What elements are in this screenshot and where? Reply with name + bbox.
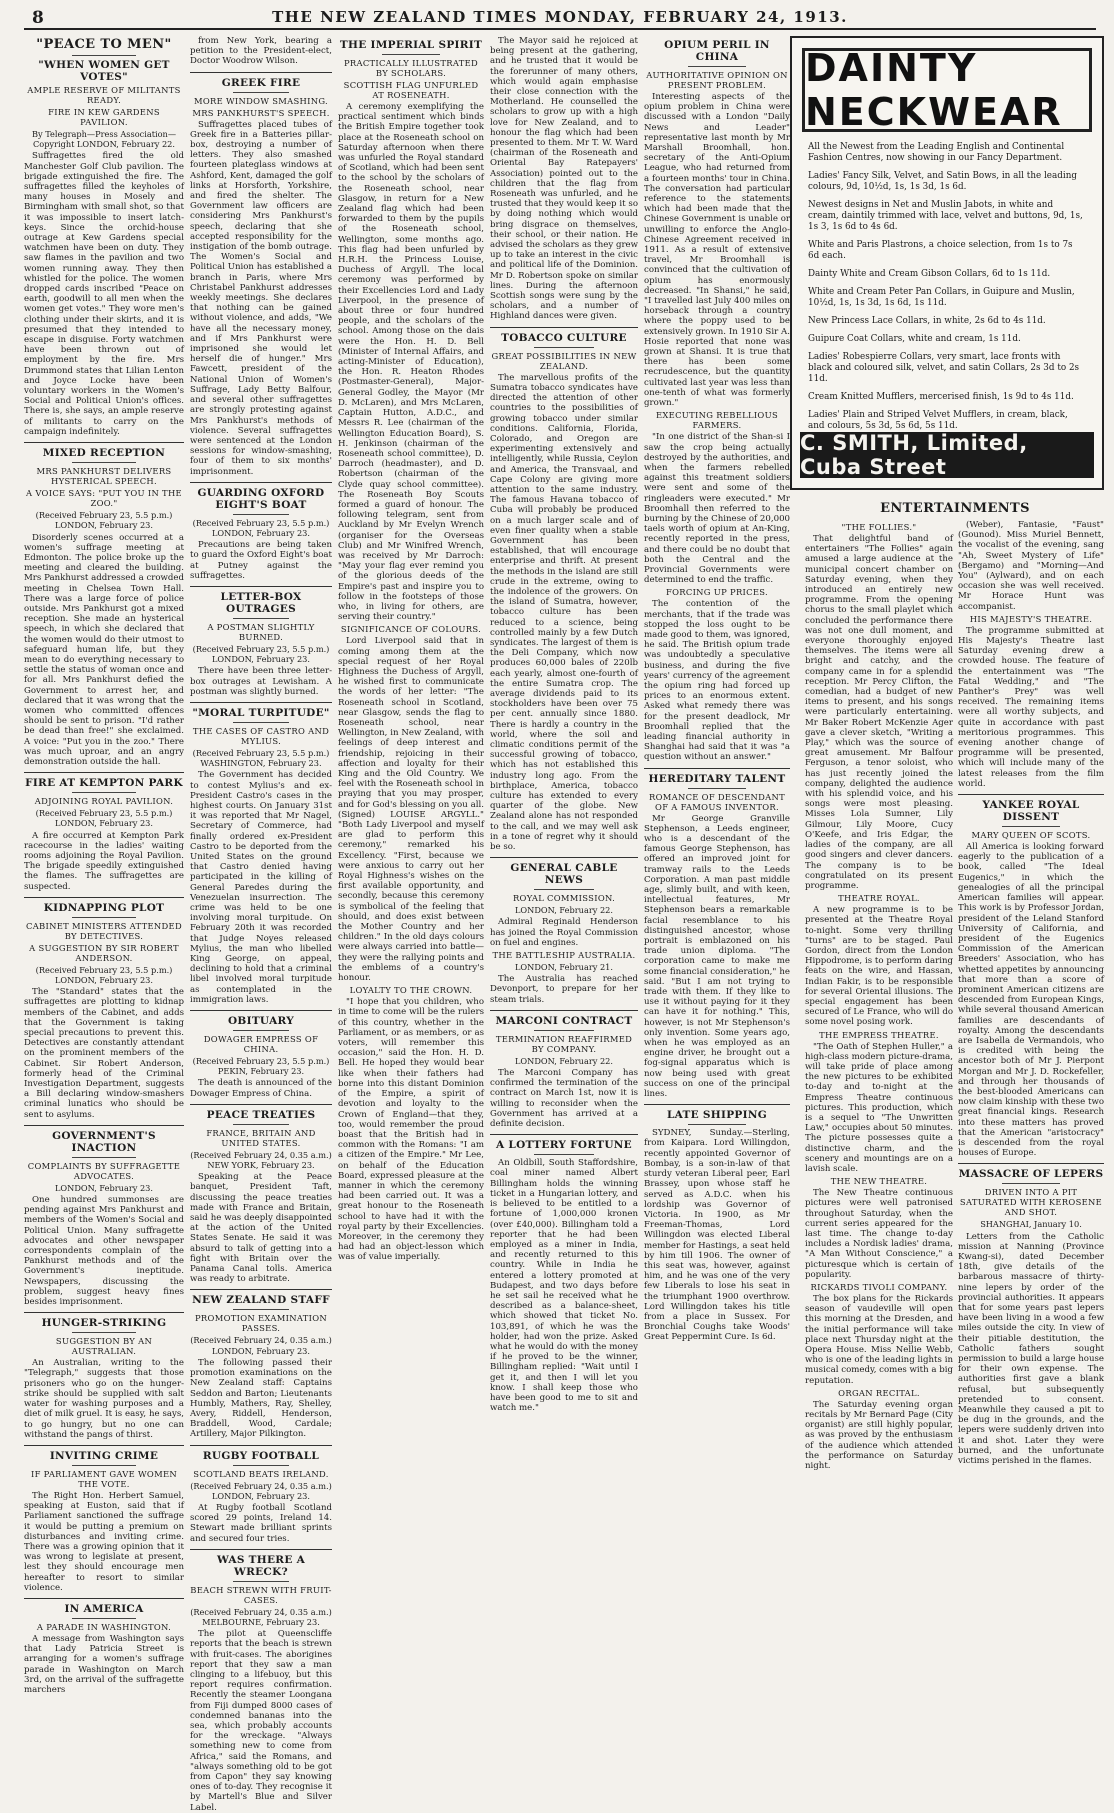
- article-mixed-reception: [24, 447, 184, 767]
- article-text: Suffragettes fired the old Manchester Golf Club pavilion. The brigade extinguished the fire. The suffragettes filled the keyholes of many houses in Mosely and Birmingham with small shot, so that it was impossible to insert latch-keys. Since the orchid-house outrage at Kew Gardens special watchmen have been on duty. They saw flames in the pavilion and two women running away. They then whistled for the police. The women dropped cards inscribed "Peace on earth, goodwill to all men when the women get votes." They wore men's clothing under their skirts, and it is presumed that they intended to escape in disguise. Forty watchmen have been thrown out of employment by the fire. Mrs Drummond states that Lilian Lenton and Joyce Locke have been voluntary workers in the Women's Social and Political Union's offices. There is, she says, an ample reserve of militants to carry on the campaign indefinitely.: [24, 151, 184, 437]
- article-nz-staff: [190, 1294, 332, 1439]
- dateline: (Received February 24, 0.35 a.m.) LONDON, February 23.: [190, 1335, 332, 1356]
- dateline: By Telegraph—Press Association—Copyright LONDON, February 22.: [31, 129, 177, 150]
- dateline: LONDON, February 22.: [515, 905, 613, 916]
- subheadline: A SUGGESTION BY SIR ROBERT ANDERSON.: [29, 942, 179, 963]
- headline: MASSACRE OF LEPERS: [958, 1168, 1104, 1181]
- dateline: (Received February 23, 5.5 p.m.) WASHINGTON, February 23.: [192, 747, 330, 769]
- article-text: The death is announced of the Dowager Empress of China.: [190, 1078, 332, 1099]
- ad-shop-banner: C. SMITH, Limited, Cuba Street: [800, 432, 1094, 478]
- article-text: "In one district of the Shan-si I saw the crop being actually destroyed by the authorities, and when the farmers rebelled against this treatment soldiers were sent and some of the ringleaders were executed." Mr Broomhall then referred to the burning by the Chinese of 20,000 taels worth of opium at An-King, recently reported in the press, and there could be no doubt that both the Central and the Provincial Governments were determined to end the traffic.: [644, 432, 790, 586]
- column-1: [24, 36, 184, 1695]
- subheadline: AMPLE RESERVE OF MILITANTS READY.: [27, 85, 181, 105]
- article-text: "I hope that you children, who in time to come will be the rulers of this country, whether in the Parliament, or as members, or as voters, will remember this occasion," said the Hon. H. D. Bell. He hoped they would bear like when their fathers had borne into this distant Dominion of the Empire, a spirit of devotion and loyalty to the Crown of England—that they, too, would remember the proud boast that the British had in common with the Romans: "I am a citizen of the Empire." Mr Lee, on behalf of the Education Board, expressed pleasure at the manner in which the ceremony had been carried out. It was a great honour to the Roseneath school to have had it with the royal party by their Excellencies. Moreover, in the ceremony they had had an object-lesson which was of value imperially.: [338, 997, 484, 1263]
- subheadline: GREAT POSSIBILITIES IN NEW ZEALAND.: [491, 350, 637, 371]
- article-text: That delightful band of entertainers "The Follies" again amused a large audience at the municipal concert chamber on Saturday evening, when they introduced an entirely new programme. From the opening chorus to the small playlet which concluded the performance there was not one dull moment, and everyone thoroughly enjoyed themselves. The items were all bright and catchy, and the company came in for a splendid reception. Mr Percy Clifton, the comedian, had a budget of new items to present, and his songs were particularly entertaining. Mr Baker Robert McKenzie Ager gave a clever sketch, "Writing a Play," which was the source of great amusement. Mr Balfour Ferguson, a tenor soloist, who has just recently joined the company, delighted the audience with his splendid voice, and his songs were most pleasing. Misses Lola Sumner, Lily Gilmour, Lily Moore, Cucy O'Keefe, and Iris Edgar, the ladies of the company, are all good singers and clever dancers. The company is to be congratulated on its present programme.: [805, 534, 953, 891]
- ad-item: White and Paris Plastrons, a choice selection, from 1s to 7s 6d each.: [808, 240, 1073, 261]
- headline: GENERAL CABLE NEWS: [510, 862, 618, 887]
- article-text: Precautions are being taken to guard the Oxford Eight's boat at Putney against the suffragettes.: [190, 540, 332, 581]
- ad-item: New Princess Lace Collars, in white, 2s 6d to 4s 11d.: [808, 316, 1046, 326]
- subheadline: THEATRE ROYAL.: [838, 893, 920, 904]
- article-imperial-spirit-continued: [490, 36, 638, 322]
- article-text: A message from Washington says that Lady Patricia Street is arranging for a women's suffrage parade in Washington on March 3rd, on the arrival of the suffragette marchers: [24, 1633, 184, 1695]
- article-text: (Weber), Fantasie, "Faust" (Gounod). Miss Muriel Bennett, the vocalist of the evening, sang "Ah, Sweet Mystery of Life" (Bergamo) and "Morning—And You" (Aylward), and on each occasion she was well received. Mr Horace Hunt was accompanist.: [958, 520, 1104, 612]
- ad-brand-title: DAINTY NECKWEAR: [802, 48, 1092, 132]
- article-government-inaction: [24, 1130, 184, 1307]
- subheadline: BEACH STREWN WITH FRUIT-CASES.: [190, 1584, 332, 1605]
- article-in-america: [24, 1603, 184, 1695]
- article-text: A fire occurred at Kempton Park racecourse in the ladies' waiting rooms adjoining the Royal Pavilion. The brigade speedily extinguished the flames. The suffragettes are suspected.: [24, 830, 184, 892]
- dateline: (Received February 23, 5.5 p.m.) LONDON, February 23.: [192, 517, 330, 538]
- subheadline: A PARADE IN WASHINGTON.: [36, 1621, 172, 1632]
- article-kempton-park: [24, 777, 184, 892]
- article-opium-peril: [644, 39, 790, 763]
- subheadline: FRANCE, BRITAIN AND UNITED STATES.: [206, 1127, 316, 1148]
- subheadline: FIRE IN KEW GARDENS PAVILION.: [48, 107, 160, 127]
- article-wreck: [190, 1554, 332, 1813]
- article-tobacco-culture: [490, 332, 638, 853]
- subheadline: A VOICE SAYS: "PUT YOU IN THE ZOO.": [26, 488, 182, 509]
- subheadline: PRACTICALLY ILLUSTRATED BY SCHOLARS.: [343, 58, 479, 78]
- article-peace-treaties: [190, 1109, 332, 1285]
- article-text: "The Oath of Stephen Huller," a high-class modern picture-drama, will take pride of place among the new pictures to be exhibited to-day and to-night at the Empress Theatre continuous pictures. This production, which is a sequel to "The Unwritten Law," occupies about 50 minutes. The picture possesses quite a distinctive charm, and the scenery and mountings are on a lavish scale.: [805, 1041, 953, 1174]
- article-entertainments: [805, 522, 953, 1471]
- article-entertainments-continued: [958, 520, 1104, 789]
- article-moral-turpitude: [190, 707, 332, 1005]
- subheadline: ROMANCE OF DESCENDANT OF A FAMOUS INVENTOR.: [648, 791, 786, 812]
- subheadline: DRIVEN INTO A PIT SATURATED WITH KEROSENE AND SHOT.: [959, 1187, 1103, 1218]
- subheadline: DOWAGER EMPRESS OF CHINA.: [203, 1034, 319, 1055]
- section-heading: LOYALTY TO THE CROWN.: [349, 985, 473, 996]
- dateline: (Received February 23, 5.5 p.m.) LONDON, February 23.: [35, 808, 173, 829]
- column-7: [958, 520, 1104, 1475]
- headline: RUGBY FOOTBALL: [202, 1449, 320, 1462]
- headline: IN AMERICA: [64, 1602, 144, 1615]
- article-text: Admiral Reginald Henderson has joined the Royal Commission on fuel and engines.: [490, 917, 638, 948]
- subheadline: SCOTTISH FLAG UNFURLED AT ROSENEATH.: [343, 80, 479, 100]
- article-text: The pilot at Queenscliffe reports that the beach is strewn with fruit-cases. The aborigines report that they saw a man clinging to a lifebuoy, but this report requires confirmation. Recently the steamer Loongana from Fiji dumped 8000 cases of condemned bananas into the sea, which probably accounts for the wreckage. "Always something new to come from Africa," said the Romans, and "always something old to be got from Capon" they say knowing ones of to-day. They recognise it by Martell's Blue and Silver Label.: [190, 1629, 332, 1813]
- article-text: The Saturday evening organ recitals by Mr Bernard Page (City organist) are still highly popular, as was proved by the enthusiasm of the audience which attended the performance on Saturday night.: [805, 1399, 953, 1472]
- column-3: [338, 36, 484, 1471]
- article-text: All America is looking forward eagerly to the publication of a book, called "The Ideal Eugenics," in which the genealogies of all the principal American families will appear. This work is by Professor Jordan, president of the Leland Stanford University of California, and president of the Eugenics Commission of the American Breeders' Association, who has whetted appetites by announcing that more than a score of prominent American citizens are descended from European Kings, while several thousand American families are descendants of royalty. Among the descendants are Isabella de Vermandois, who is credited with being the ancestor both of Mr J. Pierpont Morgan and Mr J. D. Rockefeller, and through her thousands of the best-blooded Americans can now claim kinship with these two great financial kings. Research into these matters has proved that the American "aristocracy" is descended from the royal houses of Europe.: [958, 842, 1104, 1159]
- subheadline: SCOTLAND BEATS IRELAND.: [193, 1468, 329, 1479]
- article-text: The Marconi Company has confirmed the termination of the contract on March 1st, now it is willing to reconsider when the Government has arrived at a definite decision.: [490, 1068, 638, 1130]
- subheadline: ROYAL COMMISSION.: [512, 893, 616, 904]
- headline: PEACE TREATIES: [206, 1108, 316, 1121]
- subheadline: ADJOINING ROYAL PAVILION.: [34, 796, 174, 807]
- article-text: from New York, bearing a petition to the President-elect, Doctor Woodrow Wilson.: [190, 36, 332, 67]
- ad-item: Ladies' Robespierre Collars, very smart, lace fronts with black and coloured silk, velvet, and satin Collars, 2s 3d to 2s 11d.: [808, 352, 1080, 384]
- headline: MIXED RECEPTION: [42, 447, 166, 460]
- dateline: (Received February 23, 5.5 p.m.) LONDON, February 23.: [192, 643, 330, 665]
- ad-item-list: [792, 138, 1102, 443]
- dateline: (Received February 24, 0.35 a.m.) NEW YORK, February 23.: [190, 1149, 332, 1171]
- headline: WAS THERE A WRECK?: [216, 1553, 306, 1578]
- ad-item: Dainty White and Cream Gibson Collars, 6d to 1s 11d.: [808, 269, 1051, 279]
- headline: GUARDING OXFORD EIGHT'S BOAT: [197, 486, 325, 511]
- subheadline: THE EMPRESS THEATRE.: [819, 1029, 939, 1040]
- article-hereditary-talent: [644, 773, 790, 1100]
- subheadline: AUTHORITATIVE OPINION ON PRESENT PROBLEM.: [646, 70, 788, 90]
- headline: GOVERNMENT'S INACTION: [52, 1129, 156, 1154]
- headline: GREEK FIRE: [221, 76, 301, 89]
- headline: NEW ZEALAND STAFF: [192, 1294, 330, 1307]
- column-4: [490, 36, 638, 1471]
- dateline: (Received February 24, 0.35 a.m.) LONDON, February 23.: [190, 1480, 332, 1501]
- dateline: LONDON, February 22.: [515, 1055, 613, 1066]
- headline: ENTERTAINMENTS: [880, 501, 1030, 516]
- dateline: LONDON, February 23.: [55, 1182, 153, 1193]
- article-letter-box: [190, 591, 332, 697]
- article-text: The programme submitted at His Majesty's Theatre last Saturday evening drew a crowded house. The feature of the entertainment was "The Fatal Wedding," and "The Panther's Prey" was well received. The remaining items were all worthy subjects, and quite in accordance with past meritorious programmes. This evening another change of programme will be presented, which will include many of the latest releases from the film world.: [958, 625, 1104, 789]
- subheadline: THE BATTLESHIP AUSTRALIA.: [492, 950, 636, 961]
- article-massacre-of-lepers: [958, 1168, 1104, 1466]
- article-lottery-fortune: [490, 1139, 638, 1413]
- subheadline: THE NEW THEATRE.: [830, 1176, 928, 1187]
- headline: FIRE AT KEMPTON PARK: [25, 777, 183, 790]
- headline: LATE SHIPPING: [666, 1109, 767, 1122]
- article-text: The contention of the merchants, that if the trade was stopped the loss ought to be made good to them, was ignored, he said. The British opium trade was undoubtedly a speculative business, and during the five years' currency of the agreement the opium ring had forced up prices to an enormous extent. Asked what remedy there was for the present deadlock, Mr Broomhall replied that the leading financial authority in Shanghai had said that it was "a question without an answer.": [644, 599, 790, 763]
- article-text: SYDNEY, Sunday.—Sterling, from Kaipara. Lord Willingdon, recently appointed Governor of Bombay, is a son-in-law of that sturdy veteran Liberal peer, Earl Brassey, upon whose staff he served as A.D.C. when his lordship was Governor of Victoria. In 1900, as Mr Freeman-Thomas, Lord Willingdon was elected Liberal member for Hastings, a seat held by him till 1906. The owner of this seat was, however, against him, and he was one of the very few Liberals to lose his seat in the triumphant 1900 overthrow. Lord Willingdon takes his title from a place in Sussex. For Bronchial Coughs take Woods' Great Peppermint Cure. Is 6d.: [644, 1128, 790, 1343]
- article-text: The following passed their promotion examinations on the New Zealand staff: Captains Seddon and Barton; Lieutenants Humbly, Mathers, Ray, Shelley, Avery, Riddell, Henderson, Braddell, Wood, Cardale; Artillery, Major Pilkington.: [190, 1357, 332, 1440]
- article-text: A ceremony exemplifying the practical sentiment which binds the British Empire together took place at the Roseneath school on Saturday afternoon when there was unfurled the Royal standard of Scotland, which had been sent to the school by the scholars of the Roseneath school, near Glasgow, in return for a New Zealand flag which had been forwarded to them by the pupils of the Roseneath school, Wellington, some months ago. This flag had been unfurled by H.R.H. the Princess Louise, Duchess of Argyll. The local ceremony was performed by their Excellencies Lord and Lady Liverpool, in the presence of about three or four hundred people, and the scholars of the school. Among those on the dais were the Hon. H. D. Bell (Minister of Internal Affairs, and acting-Minister of Education), the Hon. R. Heaton Rhodes (Postmaster-General), Major-General Godley, the Mayor (Mr D. McLaren), and Mrs McLaren, Captain Hutton, A.D.C., and Messrs R. Lee (chairman of the Wellington Education Board), S. H. Jenkinson (chairman of the Roseneath school committee), D. Darroch (headmaster), and D. Robertson (chairman of the Clyde quay school committee). The Roseneath Boy Scouts formed a guard of honour. The following telegram, sent from Auckland by Mr Evelyn Wrench (organiser for the Overseas Club) and Mr Winifred Wrench, was received by Mr Darroch: "May your flag ever remind you of the glorious deeds of the Empire's past and inspire you to follow in the footsteps of those who, in living for others, are serving their country.": [338, 102, 484, 623]
- masthead: [24, 8, 1096, 30]
- ad-item: White and Cream Peter Pan Collars, in Guipure and Muslin, 10½d, 1s, 1s 3d, 1s 6d, 1s 11d.: [808, 287, 1075, 308]
- subheadline: HIS MAJESTY'S THEATRE.: [969, 613, 1093, 624]
- article-greek-fire: [190, 77, 332, 477]
- article-general-cable-news: [490, 862, 638, 1005]
- ad-item: Ladies' Plain and Striped Velvet Mufflers, in cream, black, and colours, 5s 3d, 5s 6d, 5s 11d.: [808, 410, 1068, 431]
- subheadline: MARY QUEEN OF SCOTS.: [971, 830, 1091, 841]
- article-text: An Oldbill, South Staffordshire, coal miner named Albert Billingham holds the winning ticket in a Hungarian lottery, and is believed to be entitled to a fortune of 1,000,000 kronen (over £40,000). Billingham told a reporter that he had been employed as a miner in India, and recently returned to this country. While in India he entered a lottery promoted at Budapest, and two days before he set sail he received what he described as a balance-sheet, which showed that ticket No. 103,891, of which he was the holder, had won the prize. Asked what he would do with the money if he proved to be the winner, Billingham replied: "Wait until I get it, and then I will let you know. I shall keep those who have been good to me to sit and watch me.": [490, 1158, 638, 1414]
- ad-item: Ladies' Fancy Silk, Velvet, and Satin Bows, in all the leading colours, 9d, 10½d, 1s, 1s 3d, 1s 6d.: [808, 171, 1077, 192]
- article-text: Disorderly scenes occurred at a women's suffrage meeting at Edmonton. The police broke up the meeting and cleared the building. Mrs Pankhurst addressed a crowded meeting in Chelsea Town Hall. There was a large force of police outside. Mrs Pankhurst got a mixed reception. She made an hysterical speech, in which she declared that the women would do their utmost to safeguard human life, but they mean to do everything necessary to settle the status of woman once and for all. Mrs Pankhurst defied the Government to arrest her, and declared that it was wrong that the women who committed offences should be sent to prison. "I'd rather be dead than free!" she exclaimed. A voice: "Put you in the zoo." There was much uproar, and an angry demonstration outside the hall.: [24, 532, 184, 767]
- column-6: [805, 520, 953, 1475]
- dateline: (Received February 24, 0.35 a.m.) MELBOURNE, February 23.: [190, 1606, 332, 1627]
- article-text: The New Theatre continuous pictures were well patronised throughout Saturday, when the current series appeared for the last time. The change to-day includes a Nordisk ladies' drama, "A Man Without Conscience," a picturesque which is certain of popularity.: [805, 1188, 953, 1280]
- article-yankee-royal-dissent: [958, 799, 1104, 1158]
- headline: OBITUARY: [227, 1015, 295, 1028]
- subheadline: IF PARLIAMENT GAVE WOMEN THE VOTE.: [30, 1468, 178, 1489]
- headline: TOBACCO CULTURE: [501, 331, 627, 344]
- article-in-america-continued: [190, 36, 332, 67]
- article-text: The Government has decided to contest Mylius's and ex-President Castro's cases in the highest courts. On January 31st it was reported that Mr Nagel, Secretary of Commerce, had finally ordered ex-President Castro to be deported from the United States on the ground that Castro denied having participated in the killing of General Paredes during the Venezuelan insurrection. The crime was held to be one involving moral turpitude. On February 20th it was recorded that Judge Noyes released Mylius, the man who libelled King George, on appeal, declining to hold that a criminal libel involved moral turpitude as contemplated in the immigration laws.: [190, 770, 332, 1005]
- subheadline: "THE FOLLIES.": [841, 522, 917, 532]
- article-text: Mr George Granville Stephenson, a Leeds engineer, who is a descendant of the famous George Stephenson, has offered an improved joint for tramway rails to the Leeds Corporation. A man past middle age, slimly built, and with keen, intellectual features, Mr Stephenson bears a remarkable facial resemblance to his distinguished ancestor, whose portrait is emblazoned on his trade union diploma. "The corporation came to make me some financial consideration," he said. "But I am not trying to trade with them. If they like to use it without paying for it they can have it for nothing." This, however, is not Mr Stephenson's only invention. Some years ago, when he was employed as an engine driver, he brought out a fog-signal apparatus which is now being used with great success on one of the principal lines.: [644, 813, 790, 1100]
- article-rugby: [190, 1450, 332, 1544]
- headline: KIDNAPPING PLOT: [43, 901, 165, 914]
- article-text: The Australia has reached Devonport, to prepare for her steam trials.: [490, 974, 638, 1005]
- headline: HEREDITARY TALENT: [648, 772, 786, 785]
- dateline: SHANGHAI, January 10.: [980, 1219, 1082, 1230]
- ad-item: Cream Knitted Mufflers, mercerised finish, 1s 9d to 4s 11d.: [808, 392, 1074, 402]
- subheadline: CABINET MINISTERS ATTENDED BY DETECTIVES.: [26, 920, 182, 941]
- section-heading: EXECUTING REBELLIOUS FARMERS.: [655, 410, 778, 431]
- article-text: The box plans for the Rickards season of vaudeville will open this morning at the Dresden, and the initial performance will take place next Thursday night at the Opera House. Miss Nellie Webb, who is one of the leading lights in musical comedy, comes with a big reputation.: [805, 1294, 953, 1386]
- subheadline: MORE WINDOW SMASHING.: [193, 95, 328, 106]
- newspaper-title: THE NEW ZEALAND TIMES MONDAY, FEBRUARY 24, 1913.: [272, 8, 848, 26]
- article-text: There have been three letter-box outrages at Lewisham. A postman was slightly burned.: [190, 666, 332, 697]
- article-text: An Australian, writing to the "Telegraph," suggests that those prisoners who go on the hunger-strike should be supplied with salt water for washing purposes and a diet of milk gruel. It is easy, he says, to go hungry, but no one can withstand the pangs of thirst.: [24, 1358, 184, 1440]
- article-inviting-crime: [24, 1450, 184, 1593]
- subheadline: TERMINATION REAFFIRMED BY COMPANY.: [495, 1033, 633, 1054]
- article-imperial-spirit: [338, 39, 484, 1263]
- article-text: Interesting aspects of the opium problem in China were discussed with a London "Daily News and Leader" representative last month by Mr Marshall Broomhall, hon. secretary of the Anti-Opium League, who had returned from a fourteen months' tour in China. The conversation had particular reference to the statements which had been made that the Chinese Government is unable or unwilling to enforce the Anglo-Chinese Agreement received in 1911. As a result of extensive travel, Mr Broomhall is convinced that the cultivation of opium has enormously decreased. "In Shansi," he said, "I travelled last July 400 miles on horseback through a country where the poppy used to be extensively grown. In 1910 Sir A. Hosie reported that none was grown at Shansi. It is true that there has been some recrudescence, but the quantity cultivated last year was less than one-tenth of what was formerly grown.": [644, 92, 790, 409]
- headline: INVITING CRIME: [49, 1449, 159, 1462]
- subheadline: SUGGESTION BY AN AUSTRALIAN.: [55, 1336, 153, 1357]
- article-text: One hundred summonses are pending against Mrs Pankhurst and members of the Women's Social and Political Union. Many suffragette advocates and other newspaper correspondents complain of the Pankhurst methods and of the Government's ineptitude. Newspapers, discussing the problem, suggest heavy fines besides imprisonment.: [24, 1195, 184, 1308]
- subheadline: A POSTMAN SLIGHTLY BURNED.: [207, 621, 315, 642]
- headline: "PEACE TO MEN": [36, 37, 172, 52]
- ad-item: Newest designs in Net and Muslin Jabots, in white and cream, daintily trimmed with lace, velvet and buttons, 9d, 1s, 1s 3, 1s 6d to 4s 6d.: [808, 200, 1083, 232]
- advertisement-dainty-neckwear: [790, 36, 1104, 490]
- page-number: 8: [32, 8, 44, 28]
- subheadline: MRS PANKHURST DELIVERS HYSTERICAL SPEECH.: [36, 466, 172, 487]
- headline: A LOTTERY FORTUNE: [496, 1139, 632, 1152]
- headline: YANKEE ROYAL DISSENT: [982, 799, 1080, 824]
- subheadline: COMPLAINTS BY SUFFRAGETTE ADVOCATES.: [27, 1160, 181, 1181]
- headline: THE IMPERIAL SPIRIT: [339, 39, 483, 51]
- subheadline: PROMOTION EXAMINATION PASSES.: [194, 1313, 327, 1334]
- ad-item: Guipure Coat Collars, white and cream, 1s 11d.: [808, 334, 1021, 344]
- article-kidnapping-plot: [24, 902, 184, 1120]
- headline: "MORAL TURPITUDE": [192, 706, 330, 719]
- article-text: Suffragettes placed tubes of Greek fire in a Batteries pillar-box, destroying a number of letters. They also smashed fourteen plateglass windows at Ashford, Kent, damaged the golf links at Horsforth, Yorkshire, and fired the shelter. The Government law officers are considering Mrs Pankhurst's speech, declaring that she accepted responsibility for the instigation of the bomb outrage. The Women's Social and Political Union has established a branch in Paris, where Mrs Christabel Pankhurst addresses weekly meetings. She declares that nothing can be gained without violence, and adds, "We have all the necessary money, and if Mrs Pankhurst were imprisoned she would let herself die of hunger." Mrs Fawcett, president of the National Union of Women's Suffrage, Lady Betty Balfour, and several other suffragettes are strongly protesting against Mrs Pankhurst's methods of violence. Several suffragettes were sentenced at the London sessions for window-smashing, four of them to six months' imprisonment.: [190, 119, 332, 477]
- entertainments-header: [805, 500, 1105, 518]
- subheadline: ORGAN RECITAL.: [838, 1387, 920, 1398]
- dateline: (Received February 23, 5.5 p.m.) LONDON, February 23.: [35, 510, 173, 531]
- article-text: The marvellous profits of the Sumatra tobacco syndicates have directed the attention of other countries to the possibilities of growing tobacco under similar conditions. California, Florida, Colorado, and Oregon are experimenting extensively and intelligently, while Russia, Ceylon and America, the Transvaal, and Cape Colony are giving more attention to the same industry. The famous Havana tobacco of Cuba will probably be produced on a much larger scale and of even finer quality when a stable Government has been established, that will encourage enterprise and thrift. At present the methods in the island are still crude in the extreme, owing to the indolence of the growers. On the island of Sumatra, however, tobacco culture has been reduced to a science, being controlled mainly by a few Dutch syndicates. The largest of them is the Deli Company, which now produces 60,000 bales of 220lb each yearly, almost one-fourth of the entire Sumatra crop. The average dividends paid to its stockholders have been over 75 per cent. annually since 1880. There is hardly a country in the world, where the soil and climatic conditions permit of the successful growing of tobacco, which has not established this industry long ago. From the birthplace, America, tobacco culture has extended to every quarter of the globe. New Zealand alone has not responded to the call, and we may well ask in a tone of regret why it should be so.: [490, 372, 638, 853]
- section-heading: FORCING UP PRICES.: [665, 587, 768, 598]
- article-text: At Rugby football Scotland scored 29 points, Ireland 14. Stewart made brilliant sprints and secured four tries.: [190, 1502, 332, 1544]
- article-obituary: [190, 1015, 332, 1099]
- article-text: Lord Liverpool said that in coming among them at the special request of her Royal Highness the Duchess of Argyll, he wished first to communicate the words of her letter: "The Roseneath school in Scotland, near Glasgow, sends the flag to Roseneath school, near Wellington, in New Zealand, with feelings of deep interest and friendship, rejoicing in their affection and loyalty for their King and the Old Country. We feel with the Roseneath school in praying that you may prosper, and for God's blessing on you all. (Signed) LOUISE ARGYLL." "Both Lady Liverpool and myself are glad to perform this ceremony," remarked his Excellency. "First, because we were anxious to carry out her Royal Highness's wishes on the first available opportunity, and secondly, because this ceremony is symbolical of the feeling that should, and does exist between the Mother Country and her children." In the old days colours were always carried into battle—they were the rallying points and the emblems of a country's honour.: [338, 636, 484, 984]
- article-text: The "Standard" states that the suffragettes are plotting to kidnap members of the Cabinet, and adds that the Government is taking special precautions to prevent this. Detectives are constantly attendant on the prominent members of the Cabinet. Sir Robert Anderson, formerly head of the Criminal Investigation Department, suggests a Bill declaring window-smashers criminal lunatics who should be sent to asylums.: [24, 987, 184, 1120]
- article-text: The Mayor said he rejoiced at being present at the gathering, and he trusted that it would be the forerunner of many others, which would again emphasise their close connection with the Motherland. He counselled the scholars to grow up with a high love for New Zealand, and to honour the flag which had been presented to them. Mr T. W. Ward (chairman of the Roseneath and Oriental Bay Ratepayers' Association) pointed out to the children that the flag from Roseneath was unfurled, and he trusted that they would keep it so by doing nothing which would bring disgrace on themselves, their school, or their nation. He advised the scholars as they grew up to take an interest in the civic and political life of the Dominion. Mr D. Robertson spoke on similar lines. During the afternoon Scottish songs were sung by the scholars, and a number of Highland dances were given.: [490, 36, 638, 322]
- headline: HUNGER-STRIKING: [41, 1317, 167, 1330]
- headline: LETTER-BOX OUTRAGES: [220, 590, 302, 615]
- subheadline: RICKARDS TIVOLI COMPANY.: [810, 1282, 948, 1293]
- article-oxford-eight: [190, 487, 332, 581]
- subheadline: MRS PANKHURST'S SPEECH.: [192, 107, 330, 118]
- ad-item: All the Newest from the Leading English and Continental Fashion Centres, now showing in our Fancy Department.: [808, 142, 1065, 163]
- headline: MARCONI CONTRACT: [495, 1014, 633, 1027]
- subheadline: THE CASES OF CASTRO AND MYLIUS.: [192, 725, 330, 746]
- column-2: [190, 36, 332, 1813]
- article-text: Speaking at the Peace banquet, President Taft, discussing the peace treaties made with France and Britain, said he was deeply disappointed at the action of the United States Senate. He said it was absurd to talk of getting into a fight with Britain over the Panama Canal tolls. America was ready to arbitrate.: [190, 1172, 332, 1285]
- article-peace-to-men: [24, 38, 184, 437]
- article-hunger-striking: [24, 1317, 184, 1440]
- article-marconi-contract: [490, 1015, 638, 1129]
- section-heading: SIGNIFICANCE OF COLOURS.: [340, 624, 482, 635]
- headline: OPIUM PERIL IN CHINA: [664, 39, 770, 63]
- dateline: (Received February 23, 5.5 p.m.) PEKIN, February 23.: [192, 1056, 330, 1077]
- article-text: Letters from the Catholic mission at Nanning (Province Kwang-si), dated December 18th, give details of the barbarous massacre of thirty-nine lepers by order of the provincial authorities. It appears that for some years past lepers have been living in a wood a few miles outside the city. In view of their pitiable destitution, the Catholic fathers sought permission to build a large house for their own expense. The authorities first gave a blank refusal, but subsequently pretended to consent. Meanwhile they caused a pit to be dug in the grounds, and the lepers were suddenly driven into it and shot. Later they were burned, and the unfortunate victims perished in the flames.: [958, 1231, 1104, 1467]
- dateline: (Received February 23, 5.5 p.m.) LONDON, February 23.: [35, 964, 173, 985]
- column-5: [644, 36, 790, 1471]
- article-text: The Right Hon. Herbert Samuel, speaking at Euston, said that if Parliament sanctioned the suffrage it would be putting a premium on disturbances and inviting crime. There was a growing opinion that it was wrong to legislate at present, lest they should encourage men hereafter to resort to similar violence.: [24, 1490, 184, 1593]
- article-text: A new programme is to be presented at the Theatre Royal to-night. Some very thrilling "turns" are to be staged. Paul Gordon, direct from the London Hippodrome, is to perform daring feats on the wire, and Hassan, Indian Fakir, is to be responsible for several Oriental illusions. The special engagement has been secured of Le France, who will do some novel posing work.: [805, 905, 953, 1028]
- article-late-shipping: [644, 1109, 790, 1342]
- dateline: LONDON, February 21.: [515, 962, 613, 973]
- subheadline: "WHEN WOMEN GET VOTES": [38, 59, 170, 83]
